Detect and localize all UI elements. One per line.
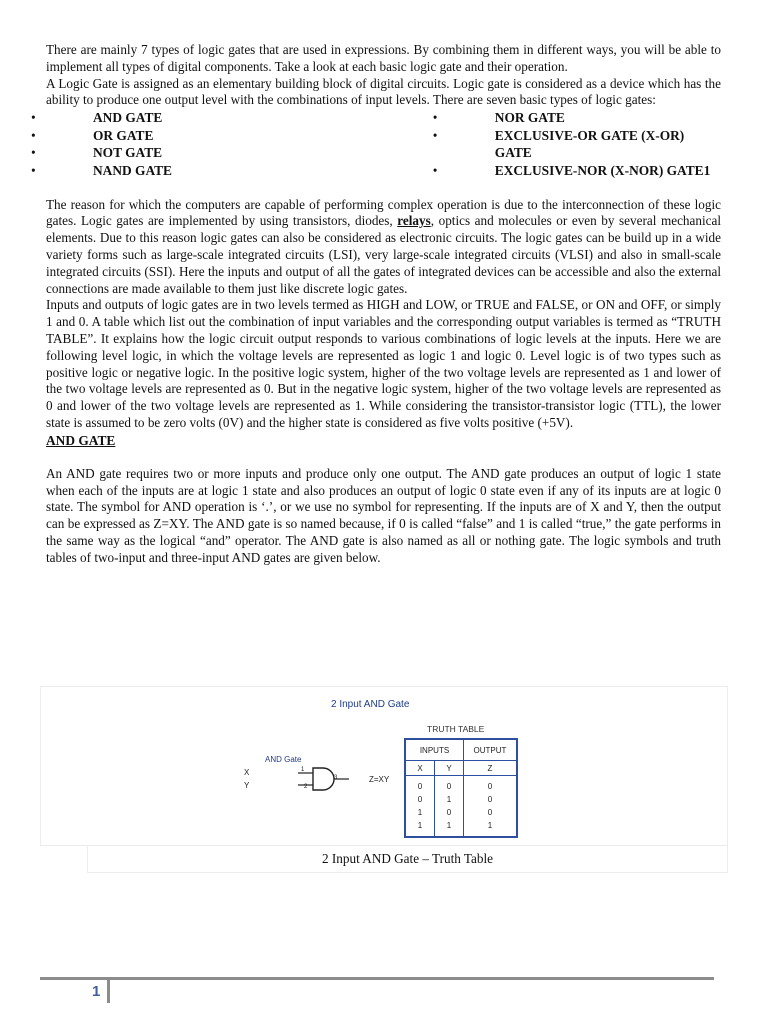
list-item: • AND GATE <box>46 109 448 127</box>
relays-link[interactable]: relays <box>397 213 431 229</box>
input-y-label: Y <box>244 781 250 790</box>
and-gate-symbol <box>241 765 390 801</box>
body-paragraph-3 <box>46 197 721 298</box>
paragraph-text: , optics and molecules or even by several mechanical elements. Due to this reason logic gates can also be considered as electronic circuits. The logic gates can be build up in a wide variety forms such as large-scale integrated circuits (LSI), very large-scale integrated circuits (VLSI) and also in small-scale integrated circuits (SSI). Here the inputs and output of all the gates of integrated devices can be accessible and also the external connections are made available to them just like discrete logic gates. <box>46 213 721 296</box>
column-z-values: 0 0 0 1 <box>464 776 518 838</box>
list-item: • EXCLUSIVE-OR GATE (X-OR) GATE <box>448 127 721 162</box>
column-z-header: Z <box>464 761 518 776</box>
output-header: OUTPUT <box>464 739 518 761</box>
figure-caption: 2 Input AND Gate – Truth Table <box>87 845 728 873</box>
column-x-header: X <box>405 761 435 776</box>
document-body <box>46 42 721 567</box>
list-item: • EXCLUSIVE-NOR (X-NOR) GATE1 <box>448 162 721 180</box>
column-y-header: Y <box>435 761 464 776</box>
gate-type-list <box>46 109 721 179</box>
input-x-label: X <box>244 768 250 777</box>
and-gate-paragraph: An AND gate requires two or more inputs and produce only one output. The AND gate produces an output of logic 1 state when each of the inputs are at logic 1 state and also produces an output of logic 0 state even if any of its inputs are at logic 0 state. The symbol for AND operation is ‘.’, or we use no symbol for representing. If the inputs are of X and Y, then the output can be expressed as Z=XY. The AND gate is so named because, if 0 is called “false” and 1 is called “true,” the gate performs in the same way as the logical “and” operator. The AND gate is also named as all or nothing gate. The logic symbols and truth tables of two-input and three-input AND gates are given below. <box>46 465 721 565</box>
figure-title: 2 Input AND Gate <box>331 699 410 710</box>
page-number: 1 <box>92 983 101 1000</box>
truth-table <box>404 738 518 838</box>
list-item: • NAND GATE <box>46 162 448 180</box>
gate-label: AND Gate <box>265 755 302 764</box>
gate-list-right <box>448 109 721 179</box>
footer-divider <box>40 977 714 980</box>
truth-table-title: TRUTH TABLE <box>427 724 485 734</box>
paragraph-text: The reason for which the computers are capable of performing complex operation is due to the interconnection of these logic gates. Logic gates are implemented by using transistors, diodes, <box>46 196 721 229</box>
list-item: • NOR GATE <box>448 109 721 127</box>
output-expression: Z=XY <box>369 775 390 784</box>
inputs-header: INPUTS <box>405 739 464 761</box>
pin-3-label: 3 <box>334 775 338 781</box>
body-paragraph-4: Inputs and outputs of logic gates are in two levels termed as HIGH and LOW, or TRUE and FALSE, or ON and OFF, or simply 1 and 0. A table which list out the combination of input variables and the corresponding output variables is termed as “TRUTH TABLE”. It explains how the logic circuit output responds to various combinations of logic levels at the inputs. Here we are following level logic, in which the voltage levels are represented as logic 1 and logic 0. Level logic is of two types such as positive logic or negative logic. In the positive logic system, higher of the two voltage levels are represented as 1 and lower of the two voltage levels are represented as 0. But in the negative logic system, higher of the two voltage levels are represented as 0 and lower of the two voltage levels are represented as 1. While considering the transistor-transistor logic (TTL), the lower state is assumed to be zero volts (0V) and the higher state is considered as five volts positive (+5V). <box>46 297 721 430</box>
list-item: • NOT GATE <box>46 144 448 162</box>
pin-1-label: 1 <box>301 767 305 773</box>
list-item: • OR GATE <box>46 127 448 145</box>
column-y-values: 0 1 0 1 <box>435 776 464 838</box>
column-x-values: 0 0 1 1 <box>405 776 435 838</box>
intro-paragraph-2: A Logic Gate is assigned as an elementary building block of digital circuits. Logic gate is considered as a device which has the ability to produce one output level with the combinations of input levels. There are seven basic types of logic gates: <box>46 75 721 108</box>
and-gate-body <box>313 768 334 790</box>
gate-list-left <box>46 109 448 179</box>
intro-paragraph-1: There are mainly 7 types of logic gates that are used in expressions. By combining them in different ways, you will be able to implement all types of digital components. Take a look at each basic logic gate and their operation. <box>46 42 721 74</box>
page-number-divider <box>107 980 110 1003</box>
pin-2-label: 2 <box>304 784 308 790</box>
and-gate-figure <box>40 686 728 846</box>
and-gate-heading: AND GATE <box>46 432 116 448</box>
